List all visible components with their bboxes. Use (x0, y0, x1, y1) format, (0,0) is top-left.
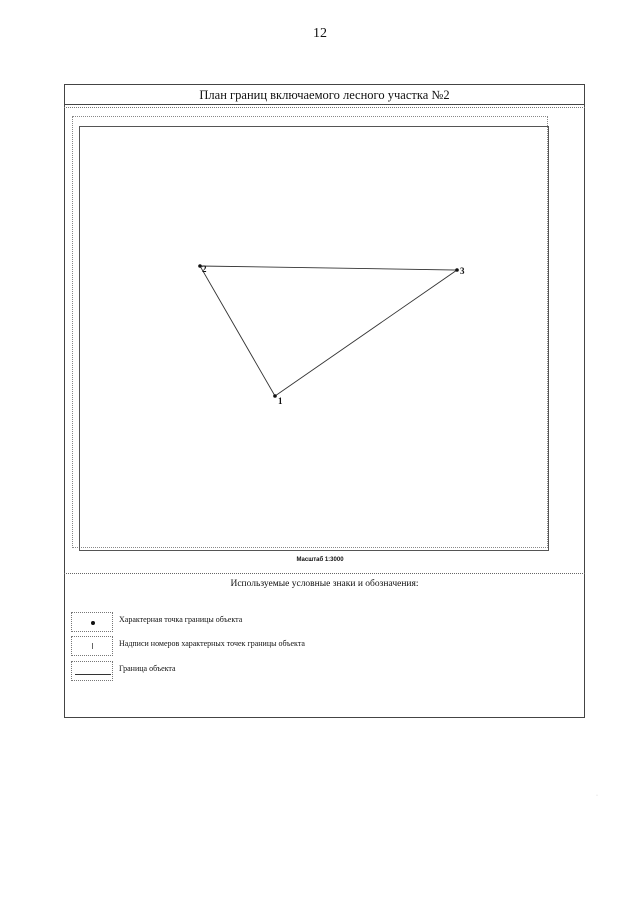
boundary-point-1 (273, 394, 277, 398)
boundary-points (198, 264, 465, 406)
point-label-1: 1 (278, 396, 283, 406)
legend-symbol-box (71, 636, 113, 656)
plan-title: План границ включаемого лесного участка №2 (199, 88, 450, 102)
legend-symbol-box (71, 661, 113, 681)
scan-mark: · (596, 793, 598, 799)
point-label-2: 2 (202, 264, 207, 274)
page-number: 12 (313, 26, 327, 41)
legend-symbol-box (71, 612, 113, 632)
scale-label: Масштаб 1:3000 (296, 557, 344, 563)
legend-divider (64, 573, 585, 574)
legend-item-label: Надписи номеров характерных точек границы объекта (119, 639, 305, 648)
point-symbol-icon (91, 621, 95, 625)
boundary-line-icon (75, 674, 111, 675)
legend-item-point-label (71, 636, 491, 656)
boundary-polygon (200, 266, 457, 396)
legend-item-point (71, 612, 491, 632)
boundary-point-3 (455, 268, 459, 272)
legend-item-label: Граница объекта (119, 664, 176, 673)
legend-item-label: Характерная точка границы объекта (119, 615, 243, 624)
point-label-3: 3 (460, 266, 465, 276)
legend-item-boundary (71, 661, 491, 681)
legend-title: Используемые условные знаки и обозначения: (230, 579, 419, 589)
label-symbol-icon (92, 643, 93, 649)
